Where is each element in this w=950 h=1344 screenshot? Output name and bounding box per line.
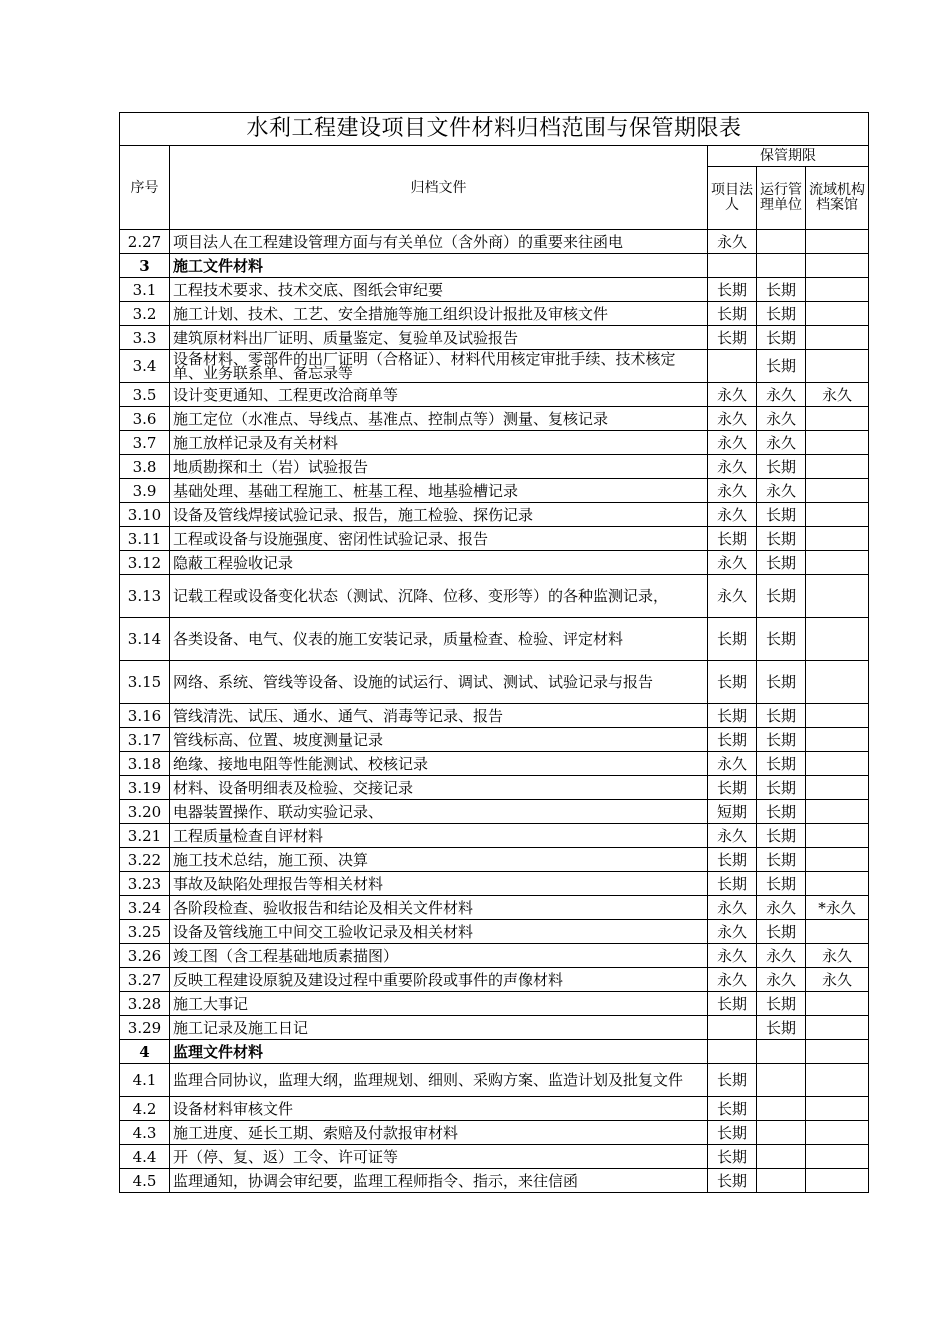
row-period-owner: 长期 (708, 618, 757, 661)
row-number: 3.19 (120, 776, 170, 800)
row-number: 3.28 (120, 992, 170, 1016)
row-period-operation: 长期 (757, 278, 806, 302)
row-period-archive (806, 728, 869, 752)
row-file-name: 隐蔽工程验收记录 (170, 551, 708, 575)
row-period-operation: 长期 (757, 992, 806, 1016)
row-period-operation: 长期 (757, 1016, 806, 1040)
row-file-name: 设计变更通知、工程更改洽商单等 (170, 383, 708, 407)
row-number: 3.8 (120, 455, 170, 479)
table-row (120, 848, 869, 872)
row-file-name: 施工定位（水准点、导线点、基准点、控制点等）测量、复核记录 (170, 407, 708, 431)
row-file-name: 开（停、复、返）工令、许可证等 (170, 1145, 708, 1169)
row-file-name: 基础处理、基础工程施工、桩基工程、地基验槽记录 (170, 479, 708, 503)
table-row (120, 824, 869, 848)
row-period-owner: 永久 (708, 431, 757, 455)
row-file-name: 监理文件材料 (170, 1040, 708, 1064)
row-number: 3.13 (120, 575, 170, 618)
row-period-owner: 长期 (708, 992, 757, 1016)
row-period-operation: 长期 (757, 326, 806, 350)
row-period-archive (806, 1121, 869, 1145)
row-period-archive (806, 302, 869, 326)
row-period-owner: 永久 (708, 230, 757, 254)
row-period-owner: 长期 (708, 1097, 757, 1121)
row-period-operation: 长期 (757, 527, 806, 551)
table-row (120, 944, 869, 968)
row-period-operation: 长期 (757, 824, 806, 848)
row-period-owner: 永久 (708, 407, 757, 431)
table-row (120, 661, 869, 704)
table-row (120, 431, 869, 455)
row-period-operation: 永久 (757, 479, 806, 503)
row-number: 3.1 (120, 278, 170, 302)
row-period-operation: 永久 (757, 431, 806, 455)
table-row (120, 968, 869, 992)
row-file-name: 施工进度、延长工期、索赔及付款报审材料 (170, 1121, 708, 1145)
row-period-operation: 永久 (757, 944, 806, 968)
row-period-operation: 长期 (757, 455, 806, 479)
row-period-operation (757, 230, 806, 254)
table-row (120, 230, 869, 254)
row-period-archive (806, 661, 869, 704)
table-row (120, 618, 869, 661)
row-number: 3.14 (120, 618, 170, 661)
row-period-owner: 长期 (708, 728, 757, 752)
row-period-operation: 长期 (757, 302, 806, 326)
row-period-operation: 长期 (757, 575, 806, 618)
row-file-name: 设备及管线施工中间交工验收记录及相关材料 (170, 920, 708, 944)
row-period-archive (806, 618, 869, 661)
row-number: 3.17 (120, 728, 170, 752)
header-file: 归档文件 (170, 146, 708, 230)
row-period-operation: 长期 (757, 920, 806, 944)
table-row (120, 776, 869, 800)
row-period-archive (806, 503, 869, 527)
row-period-owner (708, 1016, 757, 1040)
table-row (120, 728, 869, 752)
row-period-owner: 永久 (708, 752, 757, 776)
row-period-archive (806, 752, 869, 776)
row-period-operation (757, 1097, 806, 1121)
row-number: 3.15 (120, 661, 170, 704)
row-period-operation: 长期 (757, 350, 806, 383)
table-row (120, 1016, 869, 1040)
row-period-operation (757, 1121, 806, 1145)
row-period-archive (806, 551, 869, 575)
table-row (120, 302, 869, 326)
row-period-archive: 永久 (806, 944, 869, 968)
row-file-name: 施工计划、技术、工艺、安全措施等施工组织设计报批及审核文件 (170, 302, 708, 326)
row-period-owner: 永久 (708, 968, 757, 992)
row-number: 3.4 (120, 350, 170, 383)
row-period-operation: 永久 (757, 383, 806, 407)
row-number: 3.9 (120, 479, 170, 503)
row-number: 3.24 (120, 896, 170, 920)
table-row (120, 920, 869, 944)
row-period-owner: 永久 (708, 575, 757, 618)
row-number: 4 (120, 1040, 170, 1064)
row-number: 3 (120, 254, 170, 278)
row-period-archive (806, 872, 869, 896)
table-title: 水利工程建设项目文件材料归档范围与保管期限表 (120, 113, 869, 146)
row-file-name: 施工技术总结，施工预、决算 (170, 848, 708, 872)
row-period-archive (806, 407, 869, 431)
row-period-owner (708, 254, 757, 278)
row-period-archive (806, 1064, 869, 1097)
header-operation-unit: 运行管理单位 (757, 167, 806, 230)
row-file-name: 管线标高、位置、坡度测量记录 (170, 728, 708, 752)
section-row (120, 1040, 869, 1064)
row-period-archive (806, 254, 869, 278)
row-period-owner: 长期 (708, 278, 757, 302)
header-project-owner: 项目法人 (708, 167, 757, 230)
table-row (120, 1169, 869, 1193)
row-period-owner: 长期 (708, 527, 757, 551)
row-period-owner: 长期 (708, 302, 757, 326)
row-file-name: 建筑原材料出厂证明、质量鉴定、复验单及试验报告 (170, 326, 708, 350)
row-file-name: 地质勘探和土（岩）试验报告 (170, 455, 708, 479)
row-number: 3.18 (120, 752, 170, 776)
row-period-archive (806, 992, 869, 1016)
row-period-archive: 永久 (806, 383, 869, 407)
row-period-owner: 长期 (708, 776, 757, 800)
row-file-name: 设备材料审核文件 (170, 1097, 708, 1121)
row-period-owner: 长期 (708, 1145, 757, 1169)
row-period-archive (806, 848, 869, 872)
row-period-archive (806, 230, 869, 254)
table-row (120, 479, 869, 503)
row-number: 3.16 (120, 704, 170, 728)
row-number: 3.26 (120, 944, 170, 968)
row-number: 3.25 (120, 920, 170, 944)
row-period-archive (806, 776, 869, 800)
row-period-owner: 长期 (708, 326, 757, 350)
row-file-name: 事故及缺陷处理报告等相关材料 (170, 872, 708, 896)
table-row (120, 872, 869, 896)
row-period-archive (806, 800, 869, 824)
row-period-owner: 永久 (708, 896, 757, 920)
row-period-owner: 长期 (708, 704, 757, 728)
row-number: 3.3 (120, 326, 170, 350)
row-period-operation: 长期 (757, 618, 806, 661)
row-period-operation: 长期 (757, 661, 806, 704)
table-row (120, 992, 869, 1016)
row-number: 3.29 (120, 1016, 170, 1040)
row-file-name: 网络、系统、管线等设备、设施的试运行、调试、测试、试验记录与报告 (170, 661, 708, 704)
row-file-name: 设备及管线焊接试验记录、报告，施工检验、探伤记录 (170, 503, 708, 527)
row-file-name: 施工大事记 (170, 992, 708, 1016)
table-row (120, 350, 869, 383)
row-period-operation (757, 254, 806, 278)
row-period-operation: 长期 (757, 704, 806, 728)
row-period-archive: 永久 (806, 968, 869, 992)
row-period-archive (806, 455, 869, 479)
row-period-archive (806, 527, 869, 551)
row-number: 4.1 (120, 1064, 170, 1097)
row-file-name: 工程或设备与设施强度、密闭性试验记录、报告 (170, 527, 708, 551)
row-file-name: 各类设备、电气、仪表的施工安装记录，质量检查、检验、评定材料 (170, 618, 708, 661)
table-row (120, 383, 869, 407)
row-number: 4.4 (120, 1145, 170, 1169)
row-period-archive (806, 431, 869, 455)
row-period-owner: 长期 (708, 1064, 757, 1097)
row-file-name: 设备材料、零部件的出厂证明（合格证）、材料代用核定审批手续、技术核定单、业务联系单、备忘录等 (170, 350, 708, 383)
row-number: 4.2 (120, 1097, 170, 1121)
row-period-owner (708, 350, 757, 383)
row-file-name: 管线清洗、试压、通水、通气、消毒等记录、报告 (170, 704, 708, 728)
table-row (120, 1121, 869, 1145)
archive-sheet (119, 112, 868, 1193)
row-number: 3.27 (120, 968, 170, 992)
header-period: 保管期限 (708, 146, 869, 167)
row-file-name: 工程技术要求、技术交底、图纸会审纪要 (170, 278, 708, 302)
row-file-name: 施工放样记录及有关材料 (170, 431, 708, 455)
row-number: 3.11 (120, 527, 170, 551)
table-row (120, 575, 869, 618)
row-period-owner: 永久 (708, 551, 757, 575)
row-period-archive (806, 326, 869, 350)
row-file-name: 项目法人在工程建设管理方面与有关单位（含外商）的重要来往函电 (170, 230, 708, 254)
section-row (120, 254, 869, 278)
row-period-owner: 长期 (708, 872, 757, 896)
row-period-owner: 长期 (708, 848, 757, 872)
row-period-archive (806, 1145, 869, 1169)
table-row (120, 896, 869, 920)
table-row (120, 407, 869, 431)
table-row (120, 527, 869, 551)
row-period-operation: 永久 (757, 407, 806, 431)
row-period-owner: 长期 (708, 661, 757, 704)
row-period-archive (806, 1040, 869, 1064)
row-period-owner: 永久 (708, 944, 757, 968)
row-period-operation: 长期 (757, 800, 806, 824)
row-period-archive (806, 1169, 869, 1193)
row-period-operation (757, 1145, 806, 1169)
table-row (120, 278, 869, 302)
row-number: 3.10 (120, 503, 170, 527)
row-file-name: 绝缘、接地电阻等性能测试、校核记录 (170, 752, 708, 776)
header-basin-archive: 流域机构档案馆 (806, 167, 869, 230)
row-number: 3.20 (120, 800, 170, 824)
table-body (120, 230, 869, 1193)
row-period-operation: 长期 (757, 776, 806, 800)
table-row (120, 551, 869, 575)
header-seq: 序号 (120, 146, 170, 230)
row-period-owner: 永久 (708, 383, 757, 407)
row-period-archive (806, 1097, 869, 1121)
row-period-operation: 永久 (757, 896, 806, 920)
row-number: 2.27 (120, 230, 170, 254)
row-period-archive (806, 278, 869, 302)
row-number: 3.6 (120, 407, 170, 431)
row-period-archive (806, 1016, 869, 1040)
table-row (120, 1145, 869, 1169)
row-file-name: 记载工程或设备变化状态（测试、沉降、位移、变形等）的各种监测记录， (170, 575, 708, 618)
row-period-operation (757, 1169, 806, 1193)
table-row (120, 326, 869, 350)
row-period-archive (806, 350, 869, 383)
row-period-operation: 长期 (757, 752, 806, 776)
table-row (120, 800, 869, 824)
row-period-owner: 永久 (708, 920, 757, 944)
row-period-owner: 永久 (708, 455, 757, 479)
row-file-name: 监理合同协议，监理大纲，监理规划、细则、采购方案、监造计划及批复文件 (170, 1064, 708, 1097)
row-period-owner: 永久 (708, 479, 757, 503)
row-number: 3.21 (120, 824, 170, 848)
row-period-operation (757, 1064, 806, 1097)
row-number: 3.2 (120, 302, 170, 326)
row-number: 4.3 (120, 1121, 170, 1145)
row-period-archive (806, 575, 869, 618)
row-file-name: 材料、设备明细表及检验、交接记录 (170, 776, 708, 800)
table-row (120, 1064, 869, 1097)
row-period-owner: 长期 (708, 1169, 757, 1193)
table-row (120, 503, 869, 527)
row-period-owner: 永久 (708, 824, 757, 848)
row-number: 3.23 (120, 872, 170, 896)
row-period-owner: 长期 (708, 1121, 757, 1145)
row-file-name: 电器装置操作、联动实验记录、 (170, 800, 708, 824)
row-period-operation (757, 1040, 806, 1064)
row-file-name: 工程质量检查自评材料 (170, 824, 708, 848)
archive-table (119, 112, 869, 1193)
row-number: 4.5 (120, 1169, 170, 1193)
row-period-archive (806, 920, 869, 944)
row-file-name: 施工文件材料 (170, 254, 708, 278)
row-period-operation: 长期 (757, 503, 806, 527)
row-period-archive (806, 479, 869, 503)
row-number: 3.5 (120, 383, 170, 407)
row-period-operation: 永久 (757, 968, 806, 992)
table-row (120, 455, 869, 479)
row-period-operation: 长期 (757, 872, 806, 896)
row-number: 3.22 (120, 848, 170, 872)
row-period-archive: *永久 (806, 896, 869, 920)
row-number: 3.7 (120, 431, 170, 455)
row-file-name: 各阶段检查、验收报告和结论及相关文件材料 (170, 896, 708, 920)
row-period-operation: 长期 (757, 551, 806, 575)
row-period-archive (806, 704, 869, 728)
row-period-owner: 永久 (708, 503, 757, 527)
row-period-archive (806, 824, 869, 848)
table-row (120, 752, 869, 776)
row-file-name: 施工记录及施工日记 (170, 1016, 708, 1040)
row-period-operation: 长期 (757, 728, 806, 752)
row-file-name: 竣工图（含工程基础地质素描图） (170, 944, 708, 968)
row-period-owner: 短期 (708, 800, 757, 824)
row-period-operation: 长期 (757, 848, 806, 872)
table-row (120, 704, 869, 728)
row-number: 3.12 (120, 551, 170, 575)
row-file-name: 反映工程建设原貌及建设过程中重要阶段或事件的声像材料 (170, 968, 708, 992)
row-file-name: 监理通知，协调会审纪要，监理工程师指令、指示，来往信函 (170, 1169, 708, 1193)
table-row (120, 1097, 869, 1121)
row-period-owner (708, 1040, 757, 1064)
